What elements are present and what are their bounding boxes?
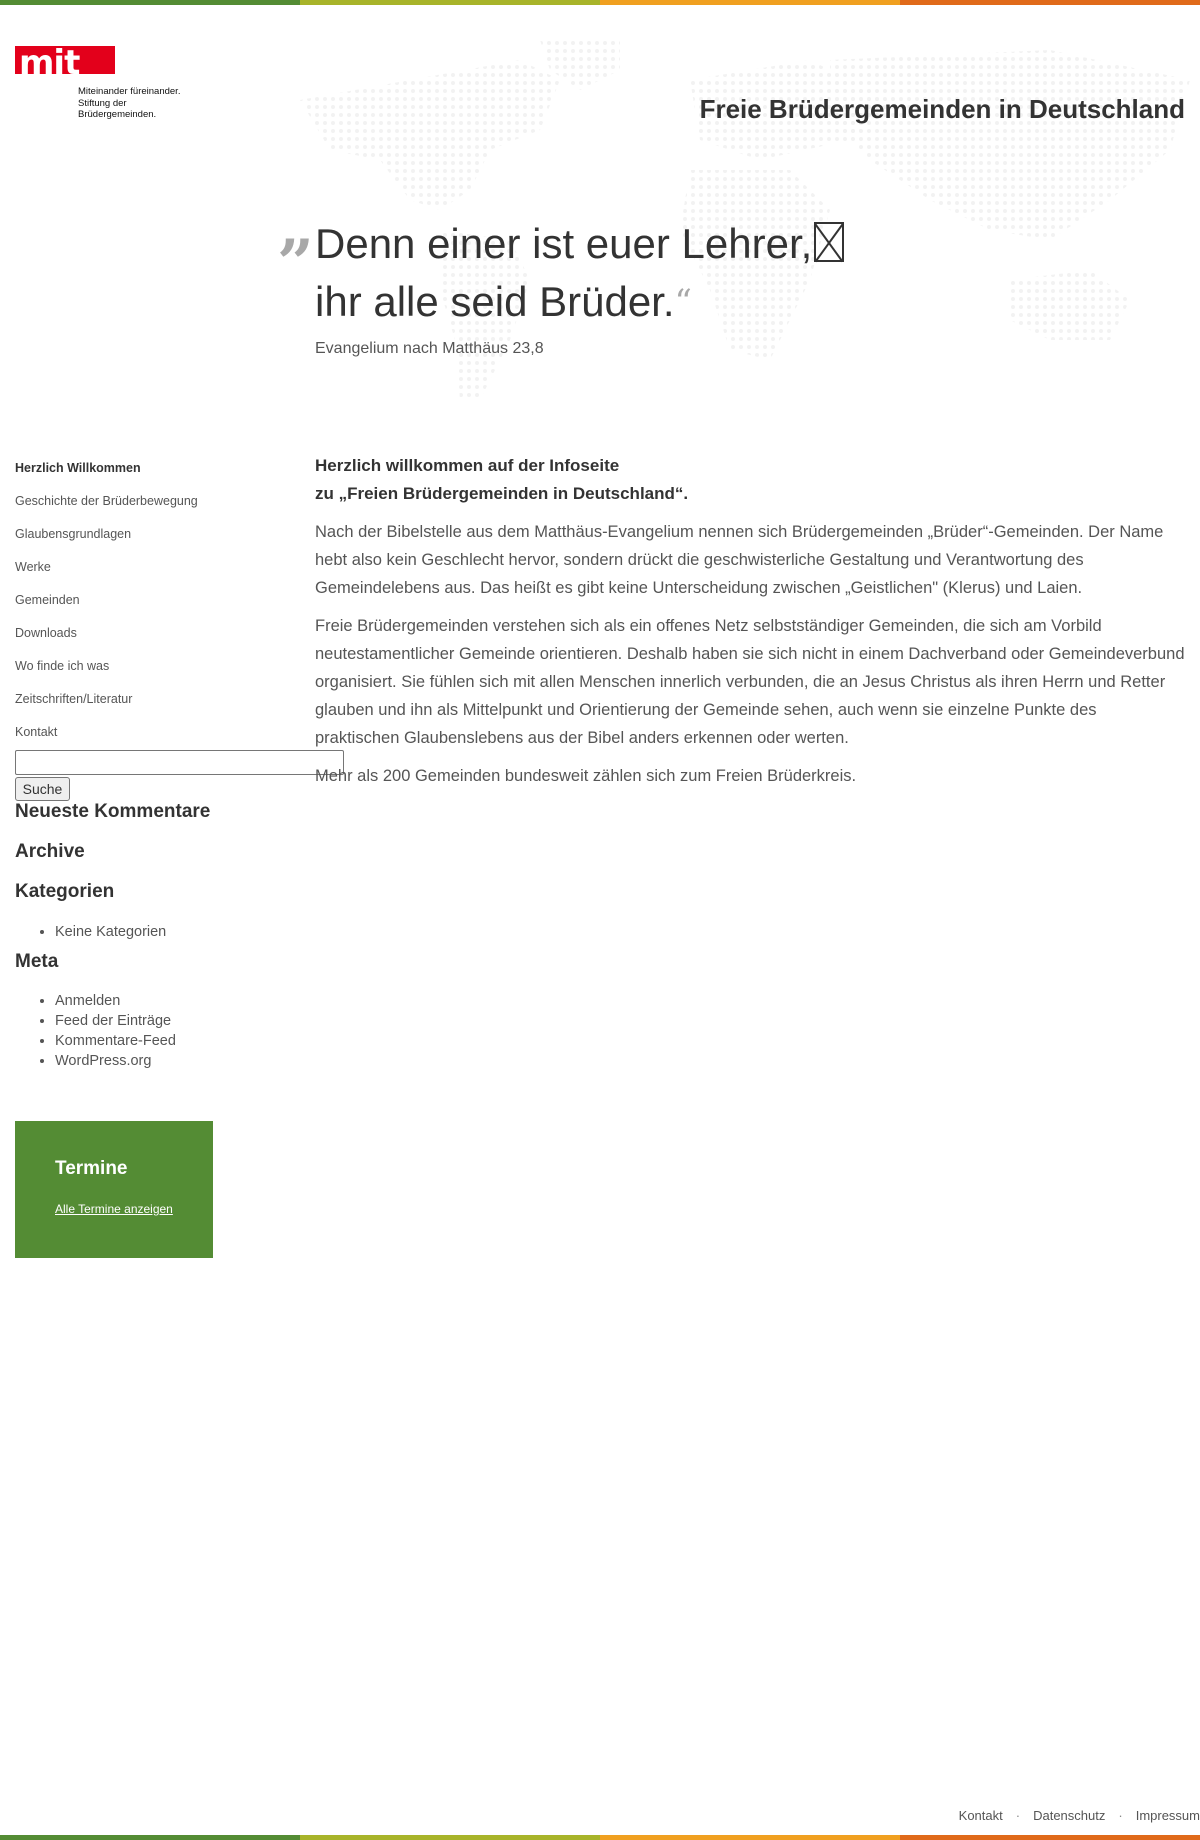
color-segment-dark-orange bbox=[900, 0, 1200, 5]
main-content bbox=[315, 452, 1185, 790]
color-segment-green bbox=[0, 1835, 300, 1840]
footer-separator: · bbox=[1015, 1808, 1021, 1823]
nav-item-herzlich-willkommen[interactable]: Herzlich Willkommen bbox=[15, 461, 141, 475]
meta-list bbox=[55, 991, 176, 1071]
color-segment-orange bbox=[600, 0, 900, 5]
quote-source: Evangelium nach Matthäus 23,8 bbox=[315, 340, 544, 357]
hero-quote-line-1 bbox=[315, 216, 844, 272]
search-button[interactable]: Suche bbox=[15, 777, 70, 801]
color-segment-dark-orange bbox=[900, 1835, 1200, 1840]
welcome-heading bbox=[315, 452, 1185, 508]
sidebar-nav bbox=[15, 456, 345, 753]
list-item bbox=[55, 1051, 176, 1071]
category-label: Keine Kategorien bbox=[55, 924, 167, 940]
footer-link-kontakt[interactable]: Kontakt bbox=[958, 1808, 1003, 1823]
top-color-bar bbox=[0, 0, 1200, 5]
hero-quote-text-1: Denn einer ist euer Lehrer, bbox=[315, 220, 813, 267]
nav-item-downloads[interactable]: Downloads bbox=[15, 626, 77, 640]
meta-link-feed-eintraege[interactable]: Feed der Einträge bbox=[55, 1013, 172, 1029]
termine-title: Termine bbox=[55, 1158, 128, 1179]
mit-logo[interactable] bbox=[15, 46, 195, 126]
archive-heading: Archive bbox=[15, 841, 85, 862]
welcome-heading-line-1: Herzlich willkommen auf der Infoseite bbox=[315, 456, 620, 475]
recent-comments-heading: Neueste Kommentare bbox=[15, 801, 211, 822]
list-item bbox=[55, 1011, 176, 1031]
missing-glyph-icon bbox=[814, 222, 844, 262]
meta-link-kommentare-feed[interactable]: Kommentare-Feed bbox=[55, 1033, 176, 1049]
nav-item-gemeinden[interactable]: Gemeinden bbox=[15, 593, 80, 607]
quote-close-mark: “ bbox=[674, 282, 692, 322]
hero-quote-line-2 bbox=[315, 274, 692, 330]
termine-box bbox=[15, 1121, 213, 1258]
color-segment-olive bbox=[300, 1835, 600, 1840]
list-item bbox=[55, 1031, 176, 1051]
nav-item-werke[interactable]: Werke bbox=[15, 560, 51, 574]
content-paragraph: Freie Brüdergemeinden verstehen sich als ein offenes Netz selbstständiger Gemeinden, die sich am Vorbild neutestamentlicher Gemeinde orientieren. Deshalb haben sie sich nicht in einem Dachverband oder Gemeindeverbund organisiert. Sie fühlen sich mit allen Menschen innerlich verbunden, die an Jesus Christus als ihren Herrn und Retter glauben und ihn als Mittelpunkt und Orientierung der Gemeinde sehen, auch wenn sie einzelne Punkte des praktischen Glaubenslebens aus der Bibel anders erkennen oder werten. bbox=[315, 617, 1185, 747]
color-segment-orange bbox=[600, 1835, 900, 1840]
logo-tagline-line: Brüdergemeinden. bbox=[78, 109, 157, 120]
logo-tagline-line: Stiftung der bbox=[78, 97, 127, 109]
bottom-color-bar bbox=[0, 1835, 1200, 1840]
hero-quote-text-2: ihr alle seid Brüder. bbox=[315, 278, 675, 325]
categories-heading: Kategorien bbox=[15, 881, 115, 902]
quote-open-icon: ” bbox=[277, 226, 314, 301]
color-segment-green bbox=[0, 0, 300, 5]
meta-link-wordpress[interactable]: WordPress.org bbox=[55, 1053, 152, 1069]
content-paragraph: Nach der Bibelstelle aus dem Matthäus-Evangelium nennen sich Brüdergemeinden „Brüder“-Gemeinden. Der Name hebt also kein Geschlecht hervor, sondern drückt die geschwisterliche Gestaltung und Verantwortung des Gemeindelebens aus. Das heißt es gibt keine Unterscheidung zwischen „Geistlichen" (Klerus) und Laien. bbox=[315, 523, 1164, 597]
footer-link-datenschutz[interactable]: Datenschutz bbox=[1033, 1808, 1106, 1823]
nav-item-wo-finde-ich-was[interactable]: Wo finde ich was bbox=[15, 659, 110, 673]
nav-item-zeitschriften[interactable]: Zeitschriften/Literatur bbox=[15, 692, 133, 706]
all-events-link[interactable]: Alle Termine anzeigen bbox=[55, 1202, 173, 1216]
nav-item-glaubensgrundlagen[interactable]: Glaubensgrundlagen bbox=[15, 527, 132, 541]
site-title[interactable]: Freie Brüdergemeinden in Deutschland bbox=[699, 94, 1185, 124]
footer-link-impressum[interactable]: Impressum bbox=[1135, 1808, 1200, 1823]
meta-heading: Meta bbox=[15, 951, 59, 972]
logo-mark: mit bbox=[15, 46, 115, 74]
meta-link-anmelden[interactable]: Anmelden bbox=[55, 993, 121, 1009]
welcome-heading-line-2: zu „Freien Brüdergemeinden in Deutschland“. bbox=[315, 484, 689, 503]
list-item bbox=[55, 991, 176, 1011]
logo-tagline bbox=[78, 86, 180, 121]
search-input[interactable] bbox=[15, 750, 344, 775]
list-item bbox=[55, 922, 166, 942]
categories-list bbox=[55, 922, 166, 942]
footer-links bbox=[959, 1808, 1200, 1823]
content-paragraph: Mehr als 200 Gemeinden bundesweit zählen sich zum Freien Brüderkreis. bbox=[315, 767, 857, 785]
footer-separator: · bbox=[1118, 1808, 1123, 1823]
nav-item-geschichte[interactable]: Geschichte der Brüderbewegung bbox=[15, 494, 198, 508]
logo-tagline-line: Miteinander füreinander. bbox=[78, 86, 181, 97]
color-segment-olive bbox=[300, 0, 600, 5]
nav-item-kontakt[interactable]: Kontakt bbox=[15, 725, 58, 739]
